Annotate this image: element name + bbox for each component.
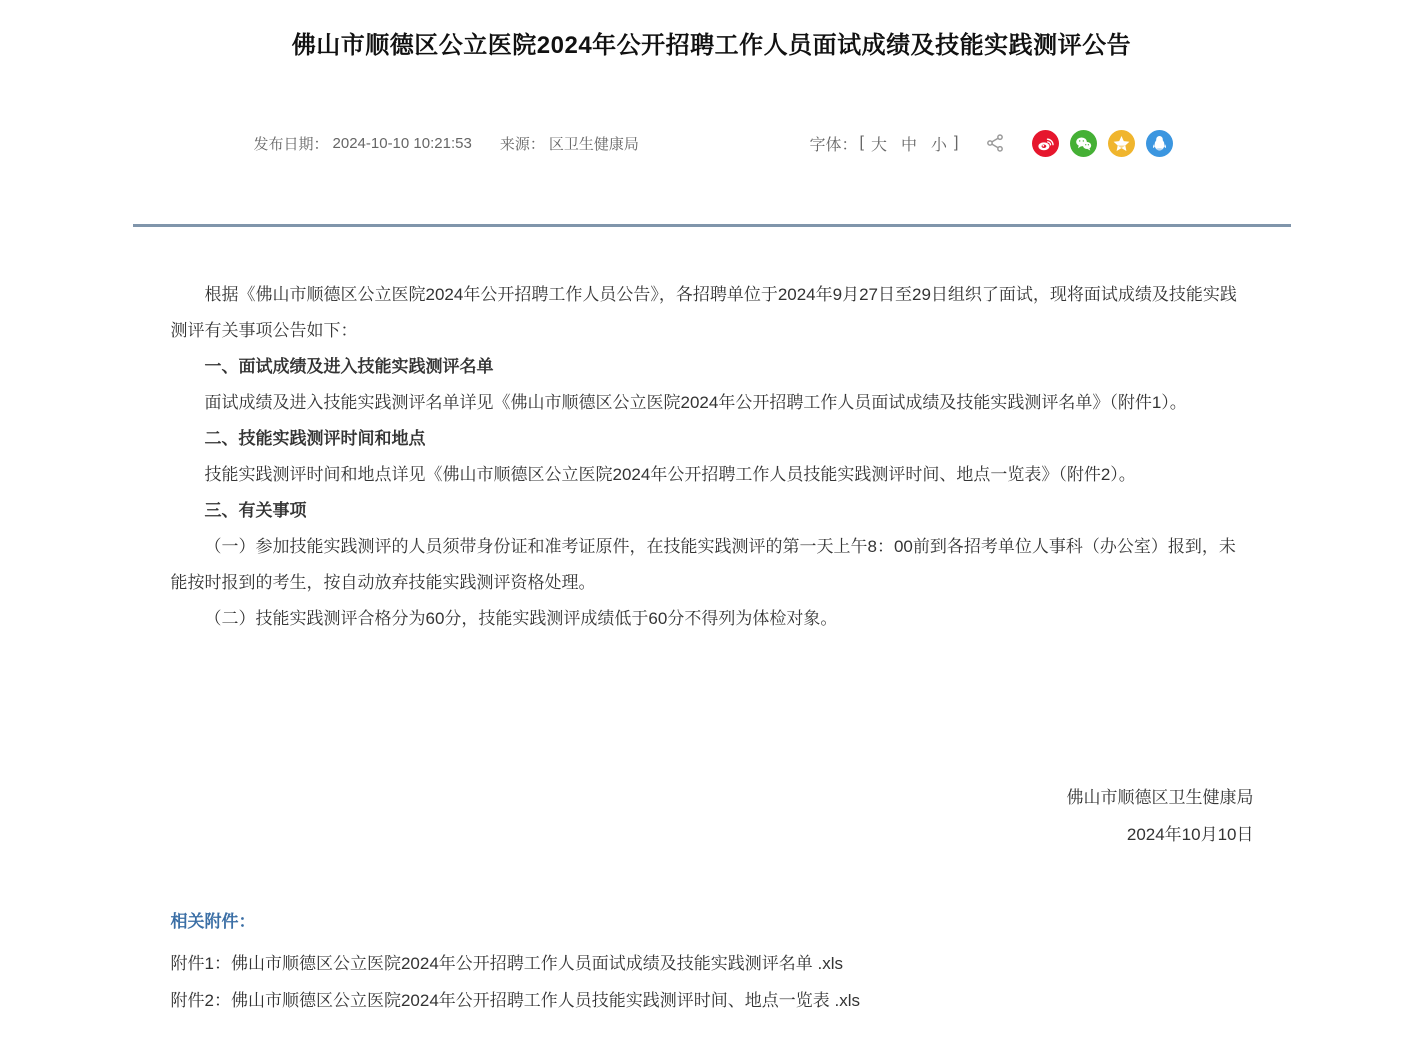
share-icon[interactable] bbox=[985, 133, 1005, 153]
publish-date-value: 2024-10-10 10:21:53 bbox=[332, 134, 472, 152]
qzone-icon[interactable] bbox=[1108, 130, 1135, 157]
attachment-link-2[interactable]: 附件2：佛山市顺德区公立医院2024年公开招聘工作人员技能实践测评时间、地点一览表 .xls bbox=[170, 991, 860, 1010]
article-body bbox=[133, 277, 1291, 637]
wechat-icon[interactable] bbox=[1070, 130, 1097, 157]
qq-icon[interactable] bbox=[1146, 130, 1173, 157]
publish-date-label: 发布日期： bbox=[253, 135, 329, 153]
intro-paragraph: 根据《佛山市顺德区公立医院2024年公开招聘工作人员公告》，各招聘单位于2024年9月27日至29日组织了面试，现将面试成绩及技能实践测评有关事项公告如下： bbox=[170, 285, 1237, 340]
announcement-page bbox=[0, 30, 1423, 1050]
font-size-large-button[interactable]: 大 bbox=[871, 132, 887, 155]
section2-paragraph: 技能实践测评时间和地点详见《佛山市顺德区公立医院2024年公开招聘工作人员技能实践测评时间、地点一览表》（附件2）。 bbox=[204, 465, 1136, 484]
source-value: 区卫生健康局 bbox=[548, 135, 639, 153]
section2-heading: 二、技能实践测评时间和地点 bbox=[204, 429, 426, 448]
signature-block bbox=[133, 779, 1291, 853]
header-divider bbox=[133, 224, 1291, 227]
attachments-section bbox=[133, 907, 1291, 1015]
publish-info bbox=[254, 133, 667, 154]
font-size-small-button[interactable]: 小 bbox=[931, 132, 947, 155]
section3-item2-paragraph: （二）技能实践测评合格分为60分，技能实践测评成绩低于60分不得列为体检对象。 bbox=[204, 609, 838, 628]
attachments-heading: 相关附件： bbox=[170, 912, 256, 931]
font-size-control bbox=[810, 132, 959, 155]
page-title: 佛山市顺德区公立医院2024年公开招聘工作人员面试成绩及技能实践测评公告 bbox=[291, 32, 1132, 59]
signature-org: 佛山市顺德区卫生健康局 bbox=[1066, 788, 1254, 807]
source-label: 来源： bbox=[499, 135, 545, 153]
section1-heading: 一、面试成绩及进入技能实践测评名单 bbox=[204, 357, 494, 376]
font-size-bracket-open: [ bbox=[859, 134, 864, 151]
toolbar bbox=[810, 130, 1173, 157]
font-size-label: 字体： bbox=[809, 136, 858, 154]
attachment-link-1[interactable]: 附件1：佛山市顺德区公立医院2024年公开招聘工作人员面试成绩及技能实践测评名单 .xls bbox=[170, 954, 843, 973]
section3-item1-paragraph: （一）参加技能实践测评的人员须带身份证和准考证原件，在技能实践测评的第一天上午8：00前到各招考单位人事科（办公室）报到，未能按时报到的考生，按自动放弃技能实践测评资格处理。 bbox=[170, 537, 1236, 592]
meta-row bbox=[133, 128, 1291, 158]
weibo-icon[interactable] bbox=[1032, 130, 1059, 157]
article-container bbox=[133, 30, 1291, 1015]
section3-heading: 三、有关事项 bbox=[204, 501, 307, 520]
section1-paragraph: 面试成绩及进入技能实践测评名单详见《佛山市顺德区公立医院2024年公开招聘工作人员面试成绩及技能实践测评名单》（附件1）。 bbox=[204, 393, 1187, 412]
font-size-medium-button[interactable]: 中 bbox=[901, 132, 917, 155]
font-size-bracket-close: ] bbox=[954, 134, 959, 151]
signature-date: 2024年10月10日 bbox=[1126, 825, 1254, 844]
